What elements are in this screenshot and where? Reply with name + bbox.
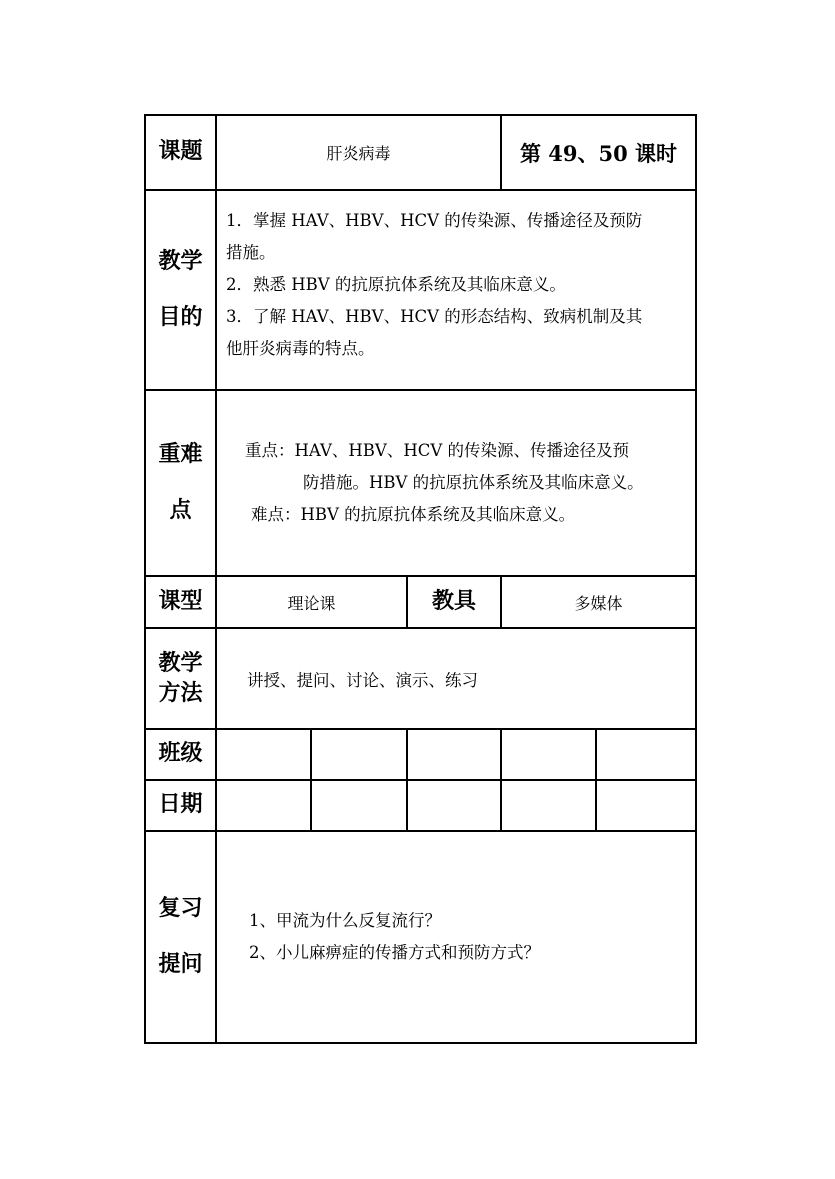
objectives-label — [145, 190, 216, 390]
class-cell — [407, 729, 501, 780]
key-difficult-label-line2: 点 — [169, 498, 192, 523]
key-point-line2: 防措施。HBV 的抗原抗体系统及其临床意义。 — [303, 473, 644, 492]
review-label — [145, 831, 216, 1043]
objectives-content — [216, 190, 696, 390]
method-label-line1: 教学 — [158, 650, 203, 676]
method-label — [145, 628, 216, 729]
objective-line: 3．了解 HAV、HBV、HCV 的形态结构、致病机制及其 — [226, 307, 643, 326]
class-label: 班级 — [145, 729, 216, 780]
review-question: 2、小儿麻痹症的传播方式和预防方式？ — [249, 943, 540, 962]
type-value: 理论课 — [216, 576, 407, 628]
objectives-row — [145, 190, 696, 390]
class-cell — [596, 729, 696, 780]
date-row — [145, 780, 696, 831]
method-value: 讲授、提问、讨论、演示、练习 — [216, 628, 696, 729]
key-difficult-label — [145, 390, 216, 576]
objective-line: 措施。 — [226, 243, 276, 262]
key-difficult-row — [145, 390, 696, 576]
review-label-line1: 复习 — [158, 896, 203, 921]
period-value: 第 49、50 课时 — [501, 115, 696, 190]
class-cell — [216, 729, 311, 780]
class-cell — [311, 729, 407, 780]
key-point-line1: 重点：HAV、HBV、HCV 的传染源、传播途径及预 — [245, 441, 630, 460]
class-cell — [501, 729, 596, 780]
type-row — [145, 576, 696, 628]
review-row — [145, 831, 696, 1043]
topic-label: 课题 — [145, 115, 216, 190]
objective-line: 1．掌握 HAV、HBV、HCV 的传染源、传播途径及预防 — [226, 211, 643, 230]
date-cell — [216, 780, 311, 831]
tools-value: 多媒体 — [501, 576, 696, 628]
objective-line: 他肝炎病毒的特点。 — [226, 339, 375, 358]
key-difficult-content — [216, 390, 696, 576]
review-label-line2: 提问 — [158, 952, 203, 977]
objectives-label-line1: 教学 — [158, 249, 203, 274]
method-row — [145, 628, 696, 729]
date-label: 日期 — [145, 780, 216, 831]
review-question: 1、甲流为什么反复流行？ — [249, 911, 441, 930]
lesson-plan-table — [144, 114, 697, 1044]
objectives-label-line2: 目的 — [158, 305, 203, 330]
type-label: 课型 — [145, 576, 216, 628]
date-cell — [596, 780, 696, 831]
objective-line: 2．熟悉 HBV 的抗原抗体系统及其临床意义。 — [226, 275, 566, 294]
review-content — [216, 831, 696, 1043]
date-cell — [501, 780, 596, 831]
class-row — [145, 729, 696, 780]
date-cell — [311, 780, 407, 831]
topic-row — [145, 115, 696, 190]
key-difficult-label-line1: 重难 — [158, 442, 203, 467]
tools-label: 教具 — [407, 576, 501, 628]
method-label-line2: 方法 — [158, 680, 203, 706]
topic-value: 肝炎病毒 — [216, 115, 501, 190]
difficult-point: 难点：HBV 的抗原抗体系统及其临床意义。 — [251, 505, 576, 524]
date-cell — [407, 780, 501, 831]
